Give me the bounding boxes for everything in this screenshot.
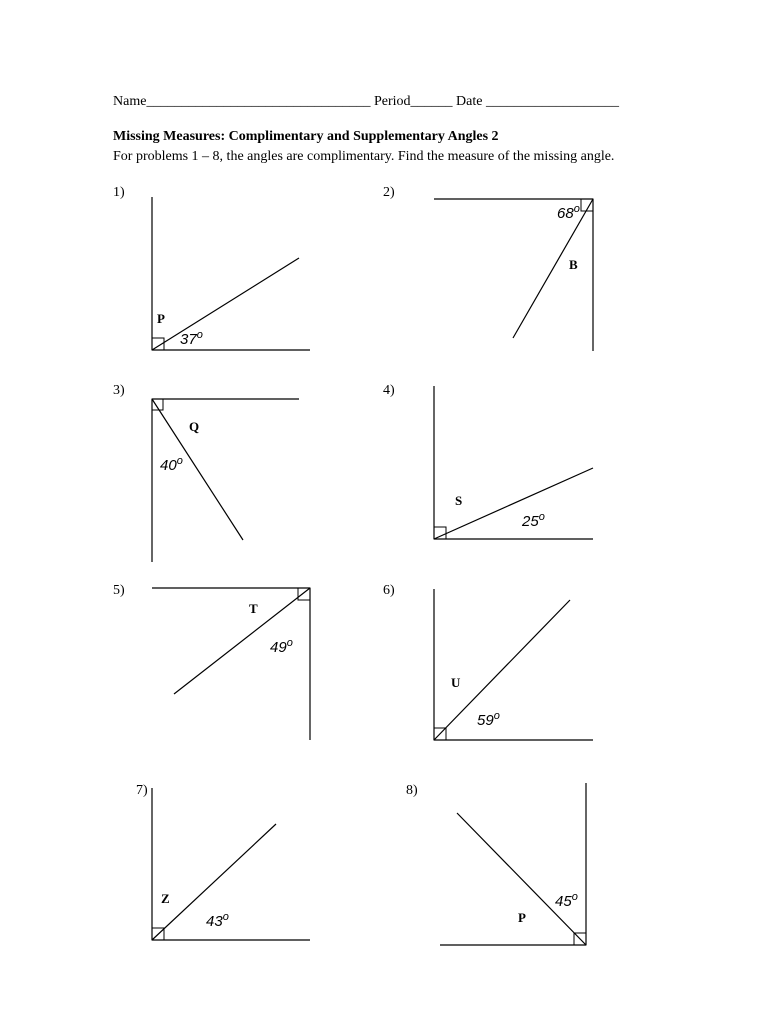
figure-3 (152, 399, 299, 562)
problem-number-5: 5) (113, 583, 125, 598)
date-label: Date (456, 94, 483, 109)
problem-number-2: 2) (383, 185, 395, 200)
problem-number-8: 8) (406, 783, 418, 798)
figure-4-given-angle: 25$^o$ (522, 511, 545, 530)
problem-number-1: 1) (113, 185, 125, 200)
period-blank[interactable]: ______ (410, 94, 453, 109)
figure-2-dividing-ray (513, 199, 593, 338)
name-blank[interactable]: ________________________________ (146, 94, 371, 109)
figure-8-given-angle: 45$^o$ (555, 891, 578, 910)
figure-5-variable: T (249, 601, 258, 616)
name-label: Name (113, 94, 147, 109)
figure-4-variable: S (455, 493, 463, 508)
period-label: Period (373, 94, 411, 109)
problem-number-4: 4) (383, 383, 395, 398)
figure-6-given-angle: 59$^o$ (477, 710, 500, 729)
figure-8-variable: P (518, 910, 526, 925)
figure-1-dividing-ray (152, 258, 299, 350)
figure-3-given-angle: 40$^o$ (160, 455, 183, 474)
figure-2 (434, 199, 593, 351)
figure-3-variable: Q (189, 419, 200, 434)
figure-6-variable: U (451, 675, 461, 690)
figure-7 (152, 788, 310, 940)
figure-1 (152, 197, 310, 350)
figure-7-given-angle: 43$^o$ (206, 911, 229, 930)
figure-8 (440, 783, 586, 945)
instructions: For problems 1 – 8, the angles are complimentary. Find the measure of the missing angle. (113, 149, 615, 164)
date-blank[interactable]: ___________________ (485, 94, 619, 109)
figure-6-dividing-ray (434, 600, 570, 740)
figure-4-right-angle-mark (434, 527, 446, 539)
figure-5 (152, 588, 310, 740)
figure-6 (434, 589, 593, 740)
figure-2-given-angle: 68$^o$ (557, 203, 580, 222)
figure-1-given-angle: 37$^o$ (180, 329, 203, 348)
problem-number-6: 6) (383, 583, 395, 598)
problem-number-3: 3) (113, 383, 125, 398)
figure-7-variable: Z (161, 891, 170, 906)
figure-8-dividing-ray (457, 813, 586, 945)
figure-5-given-angle: 49$^o$ (270, 637, 293, 656)
problem-number-7: 7) (136, 783, 148, 798)
figure-1-variable: P (157, 311, 165, 326)
figure-2-variable: B (569, 257, 578, 272)
figure-4 (434, 386, 593, 539)
worksheet-title: Missing Measures: Complimentary and Supplementary Angles 2 (113, 129, 499, 144)
